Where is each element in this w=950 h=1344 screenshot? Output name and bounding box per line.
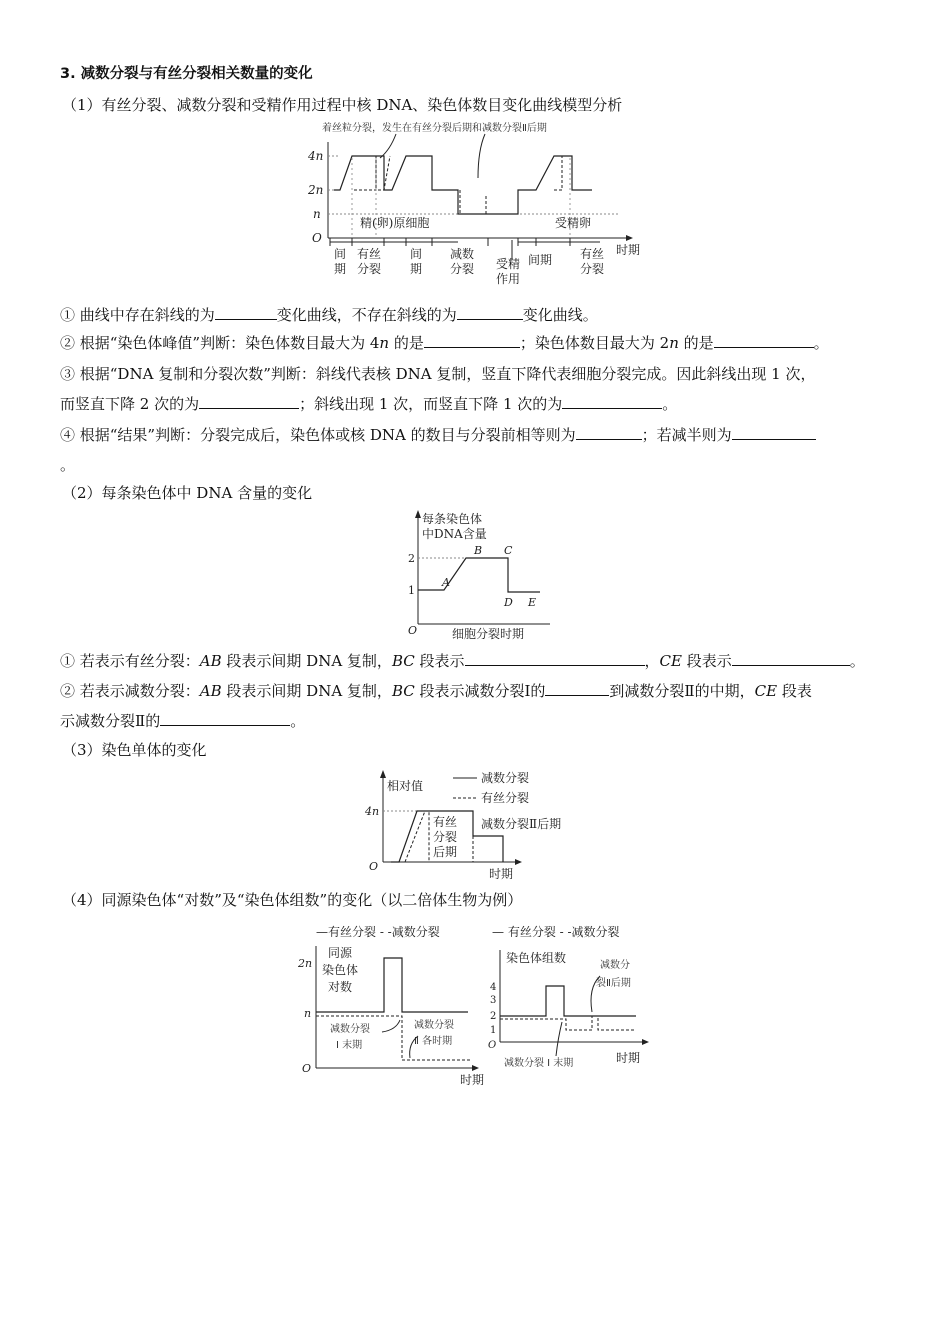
- fig1-y-n: n: [313, 207, 321, 221]
- p1-q2-text-e: 。: [813, 334, 829, 352]
- p1-q2-text-c: ；染色体数目最大为 2: [519, 334, 670, 352]
- p1-q3-blank-1[interactable]: [199, 394, 299, 409]
- part4-heading: （4）同源染色体“对数”及“染色体组数”的变化（以二倍体生物为例）: [62, 891, 523, 909]
- fig1-stage-7a: 有丝: [580, 247, 605, 261]
- fig1-chromosome-curve-1: [354, 156, 384, 190]
- fig4a-note1-1: 减数分裂: [330, 1024, 370, 1035]
- fig1-stage-2a: 有丝: [357, 247, 382, 261]
- fig4a-origin: O: [302, 1062, 312, 1075]
- fig4a-tick-2n: 2n: [298, 957, 313, 970]
- fig2-point-d: D: [504, 596, 513, 609]
- p1-q1: [60, 305, 598, 325]
- fig4b-tick-4: 4: [490, 982, 497, 993]
- p1-q3-text-a: 而竖直下降 2 次的为: [60, 395, 200, 413]
- fig4a-y-title-2: 染色体: [322, 963, 359, 977]
- p1-q4-text-a: ④ 根据“结果”判断：分裂完成后，染色体或核 DNA 的数目与分裂前相等则为: [60, 426, 576, 444]
- p1-q2-blank-1[interactable]: [424, 333, 520, 348]
- fig4b-mitosis-curve: [500, 986, 636, 1016]
- p2-q1-text-d: ，: [644, 652, 660, 670]
- p1-q1-text-a: ① 曲线中存在斜线的为: [60, 306, 215, 324]
- fig2-y-title-2: 中DNA含量: [422, 527, 487, 541]
- fig1-stage-3b: 期: [410, 262, 423, 276]
- fig1-stage-1a: 间: [334, 247, 347, 261]
- fig3-y-tick: 4n: [365, 805, 380, 818]
- fig4b-legend: — 有丝分裂 - -减数分裂: [492, 925, 620, 939]
- fig2-y-title-1: 每条染色体: [422, 512, 483, 526]
- p1-q4-end: 。: [60, 456, 76, 474]
- fig4a-legend: —有丝分裂 - -减数分裂: [316, 925, 440, 939]
- p1-q2-blank-2[interactable]: [714, 333, 814, 348]
- fig4a-tick-n: n: [304, 1007, 312, 1020]
- p2-q1-text-e: 段表示: [681, 652, 732, 670]
- fig4b-tick-1: 1: [490, 1025, 497, 1036]
- fig4b-tick-2: 2: [490, 1011, 497, 1022]
- fig3-y-label: 相对值: [387, 779, 424, 793]
- fig2-point-b: B: [474, 544, 483, 557]
- fig1-label-zygote: 受精卵: [555, 216, 592, 230]
- section-title: 3. 减数分裂与有丝分裂相关数量的变化: [60, 66, 313, 82]
- p2-q1-ab: AB: [199, 652, 222, 670]
- fig1-stage-2b: 分裂: [357, 262, 382, 276]
- fig3-inner-3: 后期: [433, 845, 458, 859]
- fig1-stage-4a: 减数: [450, 247, 475, 261]
- fig2-tick-2: 2: [408, 552, 415, 565]
- part1-heading: （1）有丝分裂、减数分裂和受精作用过程中核 DNA、染色体数目变化曲线模型分析: [62, 96, 623, 114]
- fig2-point-e: E: [528, 596, 537, 609]
- p2-q1-blank-2[interactable]: [732, 651, 850, 666]
- fig1-annotation-arrow: [380, 134, 396, 158]
- fig4a-note1-2: Ⅰ 末期: [336, 1040, 363, 1051]
- fig1-stage-3a: 间: [410, 247, 423, 261]
- fig1-y-2n: 2n: [308, 183, 324, 197]
- fig4b-note-bottom: 减数分裂 Ⅰ 末期: [504, 1058, 574, 1069]
- fig2-point-c: C: [504, 544, 513, 557]
- fig4b-x-label: 时期: [616, 1051, 641, 1065]
- fig1-stage-7b: 分裂: [580, 262, 605, 276]
- p1-q1-text-b: 变化曲线，不存在斜线的为: [276, 306, 457, 324]
- p1-q4-text-b: ；若减半则为: [641, 426, 732, 444]
- fig1-dna-curve: [334, 156, 592, 214]
- fig3-legend-dashed: 有丝分裂: [481, 791, 530, 805]
- figure-homologous-pairs: [296, 920, 485, 1087]
- figure-chromatid-change: [365, 764, 595, 879]
- fig3-origin: O: [369, 860, 379, 873]
- p2-q1-bc: BC: [391, 652, 415, 670]
- p2-q2-text-b: 段表示间期 DNA 复制，: [221, 682, 392, 700]
- fig3-side-label: 减数分裂Ⅱ后期: [481, 817, 562, 831]
- p1-q4-blank-1[interactable]: [576, 425, 642, 440]
- fig4b-note-top-1: 减数分: [600, 960, 630, 971]
- part3-heading: （3）染色单体的变化: [62, 741, 207, 759]
- fig1-x-label: 时期: [616, 243, 641, 257]
- p2-q2-text-d: 到减数分裂Ⅱ的中期，: [609, 682, 755, 700]
- fig1-chromosome-curve-3: [554, 156, 572, 190]
- p2-q1: [60, 651, 865, 671]
- p1-q2-text-b: 的是: [389, 334, 424, 352]
- fig2-x-label: 细胞分裂时期: [452, 627, 525, 641]
- fig2-curve: [418, 558, 540, 592]
- p2-q2-bc: BC: [391, 682, 415, 700]
- fig4b-note-bottom-arrow: [556, 1022, 562, 1056]
- p2-q2-text-f: 示减数分裂Ⅱ的: [60, 712, 161, 730]
- p1-q2-text-d: 的是: [678, 334, 714, 352]
- fig1-stage-5a: 受精: [496, 257, 521, 271]
- p2-q1-text-c: 段表示: [414, 652, 465, 670]
- p1-q2: [60, 333, 829, 353]
- fig1-label-germ-cell: 精(卵)原细胞: [360, 216, 430, 230]
- p2-q2-blank-2[interactable]: [160, 711, 290, 726]
- fig3-inner-2: 分裂: [433, 830, 458, 844]
- fig1-annotation: 着丝粒分裂，发生在有丝分裂后期和减数分裂Ⅱ后期: [322, 123, 547, 134]
- p1-q3-blank-2[interactable]: [562, 394, 662, 409]
- p2-q2: [60, 681, 812, 701]
- p2-q2-text-a: ② 若表示减数分裂：: [60, 682, 200, 700]
- fig4a-y-title-1: 同源: [328, 946, 353, 960]
- p2-q2-line2: [60, 711, 305, 731]
- fig4a-note1-arrow: [382, 1020, 400, 1032]
- fig4b-origin: O: [488, 1040, 497, 1051]
- p1-q1-text-c: 变化曲线。: [522, 306, 598, 324]
- p2-q2-blank-1[interactable]: [545, 681, 609, 696]
- p1-q3-line1: ③ 根据“DNA 复制和分裂次数”判断：斜线代表核 DNA 复制，竖直下降代表细胞分裂完成。因此斜线出现 1 次，: [60, 365, 816, 383]
- fig2-tick-1: 1: [408, 584, 415, 597]
- figure-chromosome-sets: [488, 920, 658, 1070]
- p1-q1-blank-2[interactable]: [457, 305, 523, 320]
- p1-q3-text-c: 。: [662, 395, 678, 413]
- fig4a-note2-2: Ⅱ 各时期: [414, 1036, 453, 1047]
- fig1-stage-4b: 分裂: [450, 262, 475, 276]
- figure-dna-chromosome-curve: [300, 118, 660, 288]
- fig1-stage-5b: 作用: [496, 272, 521, 286]
- fig4a-x-label: 时期: [460, 1073, 485, 1087]
- p2-q2-ab: AB: [199, 682, 222, 700]
- fig1-origin: O: [312, 231, 322, 245]
- fig1-annotation-arrow-2: [478, 134, 485, 178]
- fig4a-y-title-3: 对数: [328, 980, 353, 994]
- fig4b-tick-3: 3: [490, 995, 497, 1006]
- p1-q2-text-a: ② 根据“染色体峰值”判断：染色体数目最大为 4: [60, 334, 380, 352]
- fig1-chromosome-curve-2: [432, 190, 486, 214]
- figure-dna-per-chromosome: [400, 510, 570, 640]
- p1-q3-text-b: ；斜线出现 1 次，而竖直下降 1 次的为: [299, 395, 563, 413]
- fig3-x-label: 时期: [489, 867, 514, 881]
- part2-heading: （2）每条染色体中 DNA 含量的变化: [62, 484, 313, 502]
- fig3-legend-solid: 减数分裂: [481, 771, 530, 785]
- p1-q2-n-1: n: [379, 334, 390, 352]
- fig3-inner-1: 有丝: [433, 815, 458, 829]
- p1-q1-blank-1[interactable]: [215, 305, 277, 320]
- fig4b-meiosis-curve: [500, 1016, 636, 1030]
- p2-q1-blank-1[interactable]: [465, 651, 645, 666]
- fig4a-note2-1: 减数分裂: [414, 1020, 454, 1031]
- fig4b-y-title: 染色体组数: [506, 951, 567, 965]
- fig1-stage-1b: 期: [334, 262, 347, 276]
- p2-q2-text-e: 段表: [777, 682, 812, 700]
- p2-q2-text-c: 段表示减数分裂Ⅰ的: [414, 682, 546, 700]
- p2-q2-text-g: 。: [290, 712, 306, 730]
- p1-q2-n-2: n: [669, 334, 679, 352]
- p1-q3-line2: [60, 394, 677, 414]
- fig1-x-arrow: [626, 235, 633, 241]
- fig4b-note-top-2: 裂Ⅱ后期: [596, 978, 631, 989]
- p2-q1-text-a: ① 若表示有丝分裂：: [60, 652, 200, 670]
- fig3-mitosis-curve: [395, 811, 429, 862]
- fig1-stage-6: 间期: [528, 253, 553, 267]
- p1-q4: [60, 425, 816, 445]
- p2-q1-text-b: 段表示间期 DNA 复制，: [221, 652, 392, 670]
- fig1-y-4n: 4n: [308, 149, 324, 163]
- p2-q2-ce: CE: [754, 682, 778, 700]
- fig2-point-a: A: [442, 576, 450, 589]
- p2-q1-text-f: 。: [849, 652, 865, 670]
- p1-q4-blank-2[interactable]: [732, 425, 816, 440]
- fig2-origin: O: [408, 624, 418, 637]
- p2-q1-ce: CE: [659, 652, 682, 670]
